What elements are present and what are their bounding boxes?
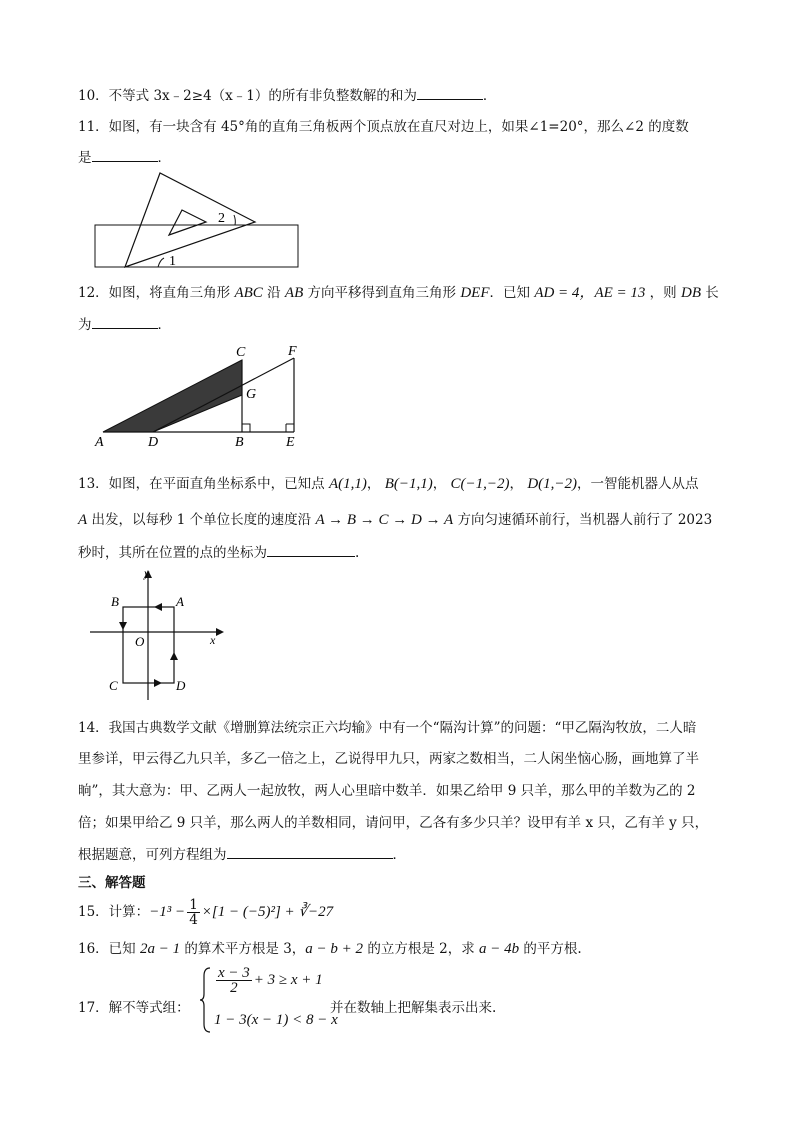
- label-A: A: [95, 435, 104, 450]
- label-angle-2: 2: [218, 211, 225, 226]
- question-14-line3: 晌”，其大意为：甲、乙两人一起放牧，两人心里暗中数羊．如果乙给甲 9 只羊，那么甲的羊数为乙的 2: [78, 783, 696, 799]
- right-angle-B: [242, 424, 250, 432]
- left-brace: [200, 966, 212, 1034]
- label-x: x: [210, 633, 216, 647]
- inequality-2: 1 − 3(x − 1) < 8 − x: [214, 1012, 338, 1028]
- section-heading: 三、解答题: [78, 875, 146, 891]
- label-C: C: [109, 678, 118, 693]
- label-O: O: [135, 634, 145, 649]
- question-17-prefix: 17．解不等式组：: [78, 1000, 190, 1016]
- question-17-suffix: 并在数轴上把解集表示出来.: [330, 1000, 497, 1016]
- question-11: 11．如图，有一块含有 45°角的直角三角板两个顶点放在直尺对边上，如果∠1=20°，那么∠2 的度数: [78, 119, 689, 135]
- question-10: 10．不等式 3x﹣2≥4（x﹣1）的所有非负整数解的和为 ．: [78, 84, 496, 104]
- label-G: G: [246, 387, 257, 402]
- question-13-line3: 秒时，其所在位置的点的坐标为 .: [78, 541, 359, 561]
- label-B: B: [235, 435, 244, 450]
- arrow-B-to-C: [119, 622, 127, 630]
- label-D: D: [148, 435, 159, 450]
- arrow-A-to-B: [154, 603, 162, 611]
- label-F: F: [288, 344, 297, 359]
- translation-figure: [90, 340, 320, 452]
- question-13-line2: A 出发，以每秒 1 个单位长度的速度沿 A → B → C → D → A 方向匀速循环前行，当机器人前行了 2023: [78, 512, 713, 528]
- x-axis-arrow: [216, 628, 224, 636]
- answer-blank: [92, 147, 158, 162]
- arrow-C-to-D: [154, 679, 162, 687]
- question-14-line1: 14．我国古典数学文献《增删算法统宗正六均输》中有一个“隔沟计算”的问题：“甲乙隔沟牧放，二人暗: [78, 720, 697, 736]
- angle-1-arc: [158, 258, 164, 267]
- answer-blank: [92, 314, 158, 329]
- question-12-line2: 为 ．: [78, 313, 171, 333]
- label-A: A: [176, 594, 184, 609]
- ruler-triangle-figure: [90, 168, 310, 272]
- question-16: 16．已知 2a − 1 的算术平方根是 3，a − b + 2 的立方根是 2，求 a − 4b 的平方根.: [78, 941, 582, 957]
- answer-blank: [227, 844, 393, 859]
- question-15: 15．计算：−1³ − $\frac{1}{4}$ ×[1 − (−5)²] + ∛−27: [78, 897, 334, 928]
- inequality-1: $\frac{x - 3}{2}$ + 3 ≥ x + 1: [218, 965, 323, 996]
- label-y: y: [144, 566, 150, 580]
- arrow-D-to-A: [170, 652, 178, 660]
- q10-text: 10．不等式 3x﹣2≥4（x﹣1）的所有非负整数解的和为: [78, 88, 417, 104]
- question-14-line5: 根据题意，可列方程组为 ．: [78, 843, 406, 863]
- question-14-line4: 倍；如果甲给乙 9 只羊，那么两人的羊数相同，请问甲，乙各有多少只羊？设甲有羊 x 只，乙有羊 y 只，: [78, 815, 709, 831]
- answer-blank: [267, 542, 355, 557]
- question-13: 13．如图，在平面直角坐标系中，已知点 A(1,1)， B(−1,1)， C(−1,−2)， D(1,−2)，一智能机器人从点: [78, 476, 699, 492]
- question-11-line2: 是 ．: [78, 146, 171, 166]
- label-E: E: [286, 435, 295, 450]
- label-C: C: [236, 345, 246, 360]
- answer-blank: [417, 85, 483, 100]
- label-angle-1: 1: [169, 254, 176, 269]
- coordinate-figure: [88, 566, 228, 706]
- fraction: $\frac{1}{4}$: [189, 897, 198, 928]
- question-14-line2: 里参详，甲云得乙九只羊，多乙一倍之上，乙说得甲九只，两家之数相当，二人闲坐恼心肠，画地算了半: [78, 751, 699, 767]
- label-B: B: [111, 594, 119, 609]
- question-12: 12．如图，将直角三角形 ABC 沿 AB 方向平移得到直角三角形 DEF．已知 AD = 4，AE = 13 ，则 DB 长: [78, 285, 719, 301]
- label-D: D: [176, 678, 186, 693]
